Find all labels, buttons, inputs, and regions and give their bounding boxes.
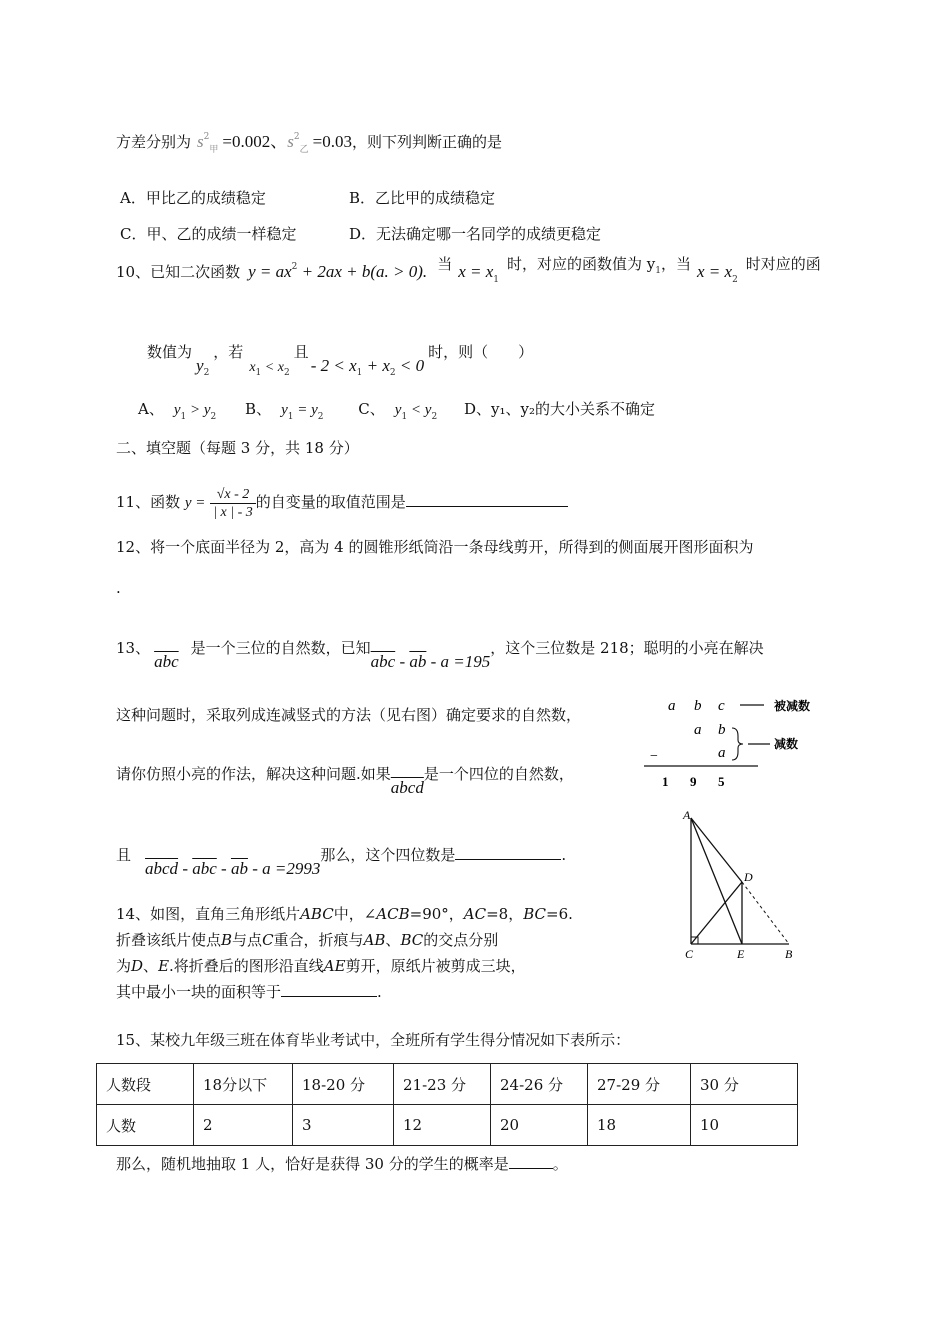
q14-l2-b: 与点: [232, 931, 263, 949]
q10-option-c-s2: 2: [431, 412, 438, 422]
fig-digit-b: b: [694, 698, 702, 714]
q13-l4-abcd: abcd: [145, 859, 179, 878]
q14-ae: AE: [323, 957, 346, 975]
q10-line2: [147, 342, 534, 378]
q9-lead: 方差分别为: [116, 133, 192, 151]
table-cell: 18: [588, 1105, 691, 1146]
q10-if: ，若: [213, 343, 244, 361]
q13-line1: [116, 638, 764, 671]
table-cell: 2: [194, 1105, 293, 1146]
q10-option-c-y: y: [394, 402, 402, 418]
q14-bc: BC: [523, 905, 547, 923]
q10-option-a-op: > y: [186, 402, 211, 418]
q14-ac: AC: [463, 905, 487, 923]
q15-tail: 那么，随机地抽取 1 人，恰好是获得 30 分的学生的概率是: [116, 1155, 509, 1173]
fig-row3-a: a: [718, 745, 726, 761]
edge-ad: [691, 818, 742, 882]
q9-tail: ，则下列判断正确的是: [351, 133, 502, 151]
q14-l1-c: =90°，: [409, 905, 464, 923]
q13-l4-minus1: -: [178, 859, 193, 878]
q10-cond-x1: x: [249, 360, 256, 375]
q9-option-b: B．乙比甲的成绩稳定: [349, 189, 496, 207]
table-cell: 20: [491, 1105, 588, 1146]
q10-y2: y: [196, 356, 204, 375]
s-yi-value: =0.03: [312, 132, 352, 151]
s-yi-square: 2: [293, 132, 300, 142]
q14-c: C: [262, 931, 274, 949]
q14-l2-c: 重合，折痕与: [273, 931, 364, 949]
edge-cd: [691, 882, 742, 944]
q10-options: [138, 399, 655, 422]
q14-answer-blank[interactable]: [281, 996, 377, 997]
q10-y1-sub: 1: [655, 266, 661, 276]
q10-option-c-op: < y: [407, 402, 432, 418]
table-cell: 人数段: [97, 1064, 194, 1105]
q14-l1-d: =8，: [486, 905, 524, 923]
q10-option-a-y: y: [173, 402, 181, 418]
q10-range-sub1: 1: [356, 368, 363, 378]
q13-line2: 这种问题时，采取列成连减竖式的方法（见右图）确定要求的自然数，: [116, 706, 582, 724]
s-jia-value: =0.002、: [222, 132, 288, 151]
q14-triangle-figure: [676, 806, 806, 966]
q13-tail: ，这个三位数是 218；聪明的小亮在解决: [490, 639, 764, 657]
fig-result-5: 5: [718, 774, 725, 789]
q9-option-c: C．甲、乙的成绩一样稳定: [120, 225, 297, 243]
q14-abc: ABC: [300, 905, 334, 923]
q13-line4: [116, 845, 567, 878]
q10-option-c-s1: 1: [401, 412, 408, 422]
q11-answer-blank[interactable]: [406, 506, 568, 507]
q11-y-eq: y =: [184, 495, 206, 511]
q11-line: [116, 484, 568, 521]
label-e: E: [737, 947, 745, 961]
q10-cond-lt: < x: [261, 360, 284, 375]
q10-cond-x1-sub: 1: [255, 368, 262, 378]
q10-option-b-label: B、: [245, 400, 272, 418]
q10-when2: ，当: [660, 255, 691, 273]
q10-range-plus: + x: [362, 356, 390, 375]
q14-l3-b: 、: [143, 957, 159, 975]
q10-when1: 当: [437, 255, 453, 273]
q10-x-eq-x1: x = x: [458, 262, 494, 281]
s-jia-square: 2: [203, 132, 210, 142]
q14-e: E: [158, 957, 170, 975]
q10-option-b-y: y: [281, 402, 288, 418]
q10-line1: [116, 255, 821, 285]
q10-range-sub2: 2: [389, 368, 396, 378]
q13-subtraction-figure: [640, 690, 820, 794]
q13-line4-tail: 那么，这个四位数是: [320, 846, 456, 864]
subtrahend-label: 减数: [774, 737, 799, 751]
q10-range-lt0: < 0: [395, 356, 425, 375]
q10-option-a-label: A、: [138, 400, 164, 418]
q14-b: B: [221, 931, 233, 949]
q15-question: [116, 1154, 568, 1174]
q14-d: D: [131, 957, 144, 975]
q13-eq-abc: $\overline{abc}$: [370, 652, 396, 671]
minuend-label: 被减数: [774, 699, 811, 713]
q10-x1-sub: 1: [493, 275, 499, 285]
q14-line4: [116, 982, 382, 1002]
table-cell: 27-29 分: [588, 1064, 691, 1105]
q13-l4-abc: $\overline{abc}$: [192, 859, 217, 878]
table-row: [97, 1105, 798, 1146]
q14-l3-d: 剪开，原纸片被剪成三块，: [345, 957, 526, 975]
table-cell: 18-20 分: [293, 1064, 394, 1105]
q14-l2-e: 的交点分别: [423, 931, 499, 949]
q14-line1: [116, 904, 573, 924]
s-jia: s: [197, 132, 204, 151]
label-c: C: [685, 947, 694, 961]
fig-row2-b: b: [718, 722, 726, 738]
edge-db-dashed: [742, 882, 789, 944]
q15-end: 。: [552, 1155, 568, 1173]
q10-function: y = ax: [248, 262, 292, 281]
s-yi-subscript: 乙: [299, 145, 309, 155]
subtrahend-brace: [732, 728, 743, 760]
q10-square: 2: [291, 262, 298, 272]
s-jia-subscript: 甲: [209, 145, 219, 155]
q13-line3-tail: 是一个四位的自然数，: [423, 765, 574, 783]
table-cell: 10: [691, 1105, 798, 1146]
q14-l4: 其中最小一块的面积等于: [116, 983, 282, 1001]
fig-minus-sign: −: [650, 749, 658, 764]
q13-l4-minus2: -: [216, 859, 231, 878]
q14-bc2: BC: [400, 931, 424, 949]
fig-result-1: 1: [662, 774, 669, 789]
q10-option-b-s1: 1: [287, 412, 294, 422]
q10-option-c-label: C、: [358, 400, 385, 418]
q10-option-d: D、y₁、y₂的大小关系不确定: [463, 400, 655, 418]
q10-cond-x2-sub: 2: [283, 368, 290, 378]
q10-line2-lead: 数值为: [147, 343, 193, 361]
q9-option-a: A．甲比乙的成绩稳定: [120, 189, 266, 207]
label-a: A: [683, 808, 691, 822]
q10-x2-sub: 2: [732, 275, 738, 285]
q12-line2: .: [116, 579, 121, 597]
q10-function-rest: + 2ax + b(a. > 0).: [297, 262, 428, 281]
q13-eq-rest: - a =195: [426, 652, 491, 671]
label-d: D: [744, 870, 753, 884]
q13-answer-blank[interactable]: [455, 859, 561, 860]
q13-line3: [116, 764, 574, 797]
q15-answer-blank[interactable]: [509, 1168, 553, 1169]
fig-result-9: 9: [690, 774, 697, 789]
q11-tail: 的自变量的取值范围是: [255, 493, 406, 511]
q14-l1-a: 14、如图，直角三角形纸片: [116, 905, 301, 923]
table-cell: 人数: [97, 1105, 194, 1146]
q10-text1: 时，对应的函数值为 y: [507, 255, 656, 273]
q13-l4-ab: $\overline{ab}$: [230, 859, 248, 878]
score-distribution-table: [96, 1063, 798, 1146]
table-cell: 3: [293, 1105, 394, 1146]
q10-option-a-s1: 1: [180, 412, 187, 422]
q10-text2: 时对应的函: [745, 255, 821, 273]
q13-lead: 13、: [116, 639, 151, 657]
q14-ab: AB: [363, 931, 386, 949]
q13-eq-minus: -: [395, 652, 410, 671]
fig-digit-a: a: [668, 698, 676, 714]
q15-intro: 15、某校九年级三班在体育毕业考试中，全班所有学生得分情况如下表所示：: [116, 1031, 631, 1049]
q13-abc: $\overline{abc}$: [154, 652, 179, 671]
edge-ae: [691, 818, 742, 944]
q13-l4-rest: - a =2993: [247, 859, 321, 878]
q14-line2: [116, 930, 498, 950]
q10-range: - 2 < x: [310, 356, 357, 375]
q11-denominator: | x | - 3: [213, 504, 253, 520]
section-2-heading: 二、填空题（每题 3 分，共 18 分）: [116, 439, 359, 457]
table-cell: 24-26 分: [491, 1064, 588, 1105]
table-row: [97, 1064, 798, 1105]
q14-l1-b: 中，∠: [333, 905, 377, 923]
q10-lead: 10、已知二次函数: [116, 263, 241, 281]
q14-acb: ACB: [376, 905, 410, 923]
fig-row2-a: a: [694, 722, 702, 738]
q10-option-b-op: = y: [293, 402, 318, 418]
q14-line3: [116, 956, 526, 976]
q14-l2-d: 、: [385, 931, 401, 949]
q11-lead: 11、函数: [116, 493, 181, 511]
q10-tail: 时，则（ ）: [428, 343, 534, 361]
q13-eq-ab: $\overline{ab}$: [409, 652, 427, 671]
q10-x-eq-x2: x = x: [697, 262, 733, 281]
table-cell: 30 分: [691, 1064, 798, 1105]
q11-numerator: √x - 2: [210, 486, 256, 504]
q9-option-d: D．无法确定哪一名同学的成绩更稳定: [349, 225, 602, 243]
q13-line3-lead: 请你仿照小亮的作法，解决这种问题.如果: [116, 765, 391, 783]
q9-variance-line: [116, 132, 502, 155]
table-cell: 21-23 分: [394, 1064, 491, 1105]
s-yi: s: [287, 132, 294, 151]
q14-l2-a: 折叠该纸片使点: [116, 931, 222, 949]
label-b: B: [785, 947, 793, 961]
q14-l3-a: 为: [116, 957, 132, 975]
q11-fraction: [210, 486, 256, 521]
q13-abcd: abcd: [390, 778, 424, 797]
q13-line4-lead: 且: [116, 846, 132, 864]
table-cell: 12: [394, 1105, 491, 1146]
q10-option-a-s2: 2: [210, 412, 217, 422]
q10-and: 且: [293, 343, 309, 361]
q13-line4-end: .: [561, 846, 567, 864]
q12-line1: 12、将一个底面半径为 2，高为 4 的圆锥形纸筒沿一条母线剪开，所得到的侧面展开图形面积为: [116, 538, 754, 556]
q13-mid: 是一个三位的自然数，已知: [190, 639, 371, 657]
q14-l1-e: =6.: [546, 905, 573, 923]
table-cell: 18分以下: [194, 1064, 293, 1105]
q10-y2-sub: 2: [203, 368, 210, 378]
q14-l3-c: .将折叠后的图形沿直线: [169, 957, 324, 975]
fig-digit-c: c: [718, 698, 725, 714]
q10-option-b-s2: 2: [317, 412, 324, 422]
q14-l4-end: .: [377, 983, 382, 1001]
